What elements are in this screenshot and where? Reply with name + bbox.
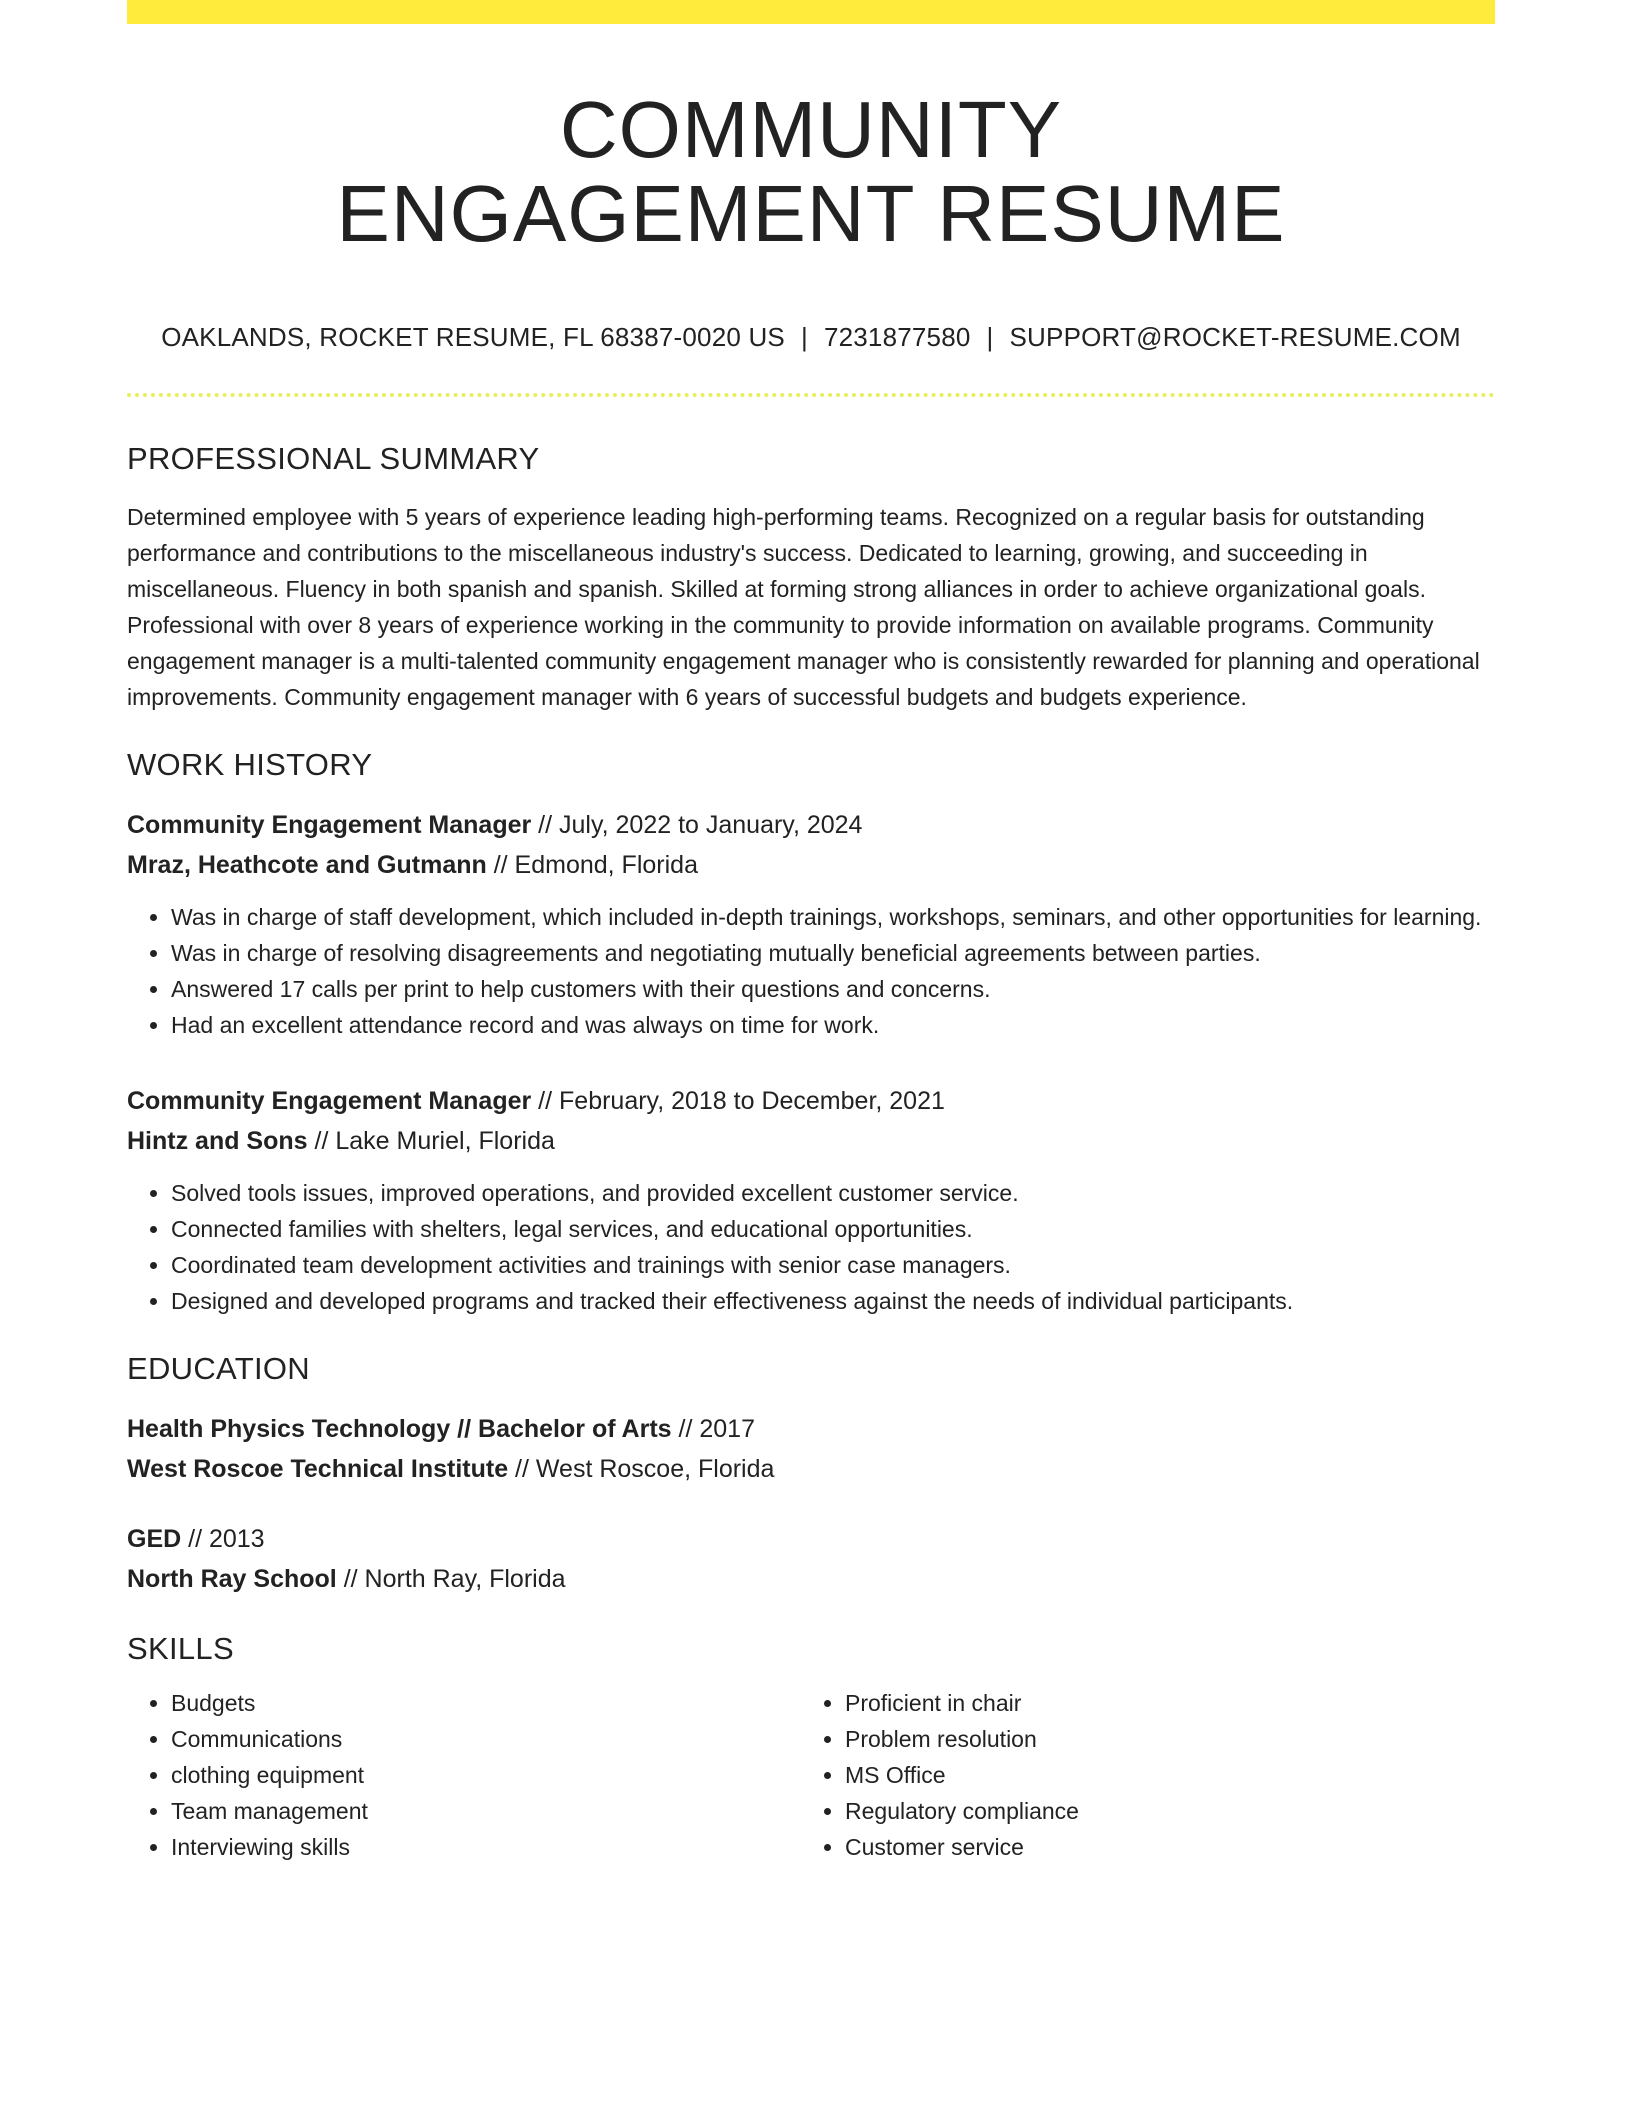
resume-page — [127, 0, 1495, 1865]
summary-section — [127, 439, 1495, 715]
skill-item: • Regulatory compliance — [845, 1793, 1475, 1829]
school: West Roscoe Technical Institute — [127, 1455, 509, 1483]
header-divider — [127, 393, 1495, 397]
summary-heading: PROFESSIONAL SUMMARY — [127, 441, 540, 476]
school-line — [127, 1449, 1495, 1489]
job-title-line — [127, 1081, 1495, 1121]
contact-separator: | — [986, 322, 994, 352]
contact-address: OAKLANDS, ROCKET RESUME, FL 68387-0020 US — [161, 322, 785, 352]
job-company: Mraz, Heathcote and Gutmann — [127, 851, 487, 879]
skill-item: • Proficient in chair — [845, 1685, 1475, 1721]
skill-item: • Interviewing skills — [171, 1829, 801, 1865]
degree-year: // 2017 — [671, 1415, 755, 1443]
skill-item: • Communications — [171, 1721, 801, 1757]
skill-item: • Budgets — [171, 1685, 801, 1721]
work-history-heading: WORK HISTORY — [127, 747, 373, 782]
job-location: // Lake Muriel, Florida — [307, 1127, 555, 1155]
accent-bar — [127, 0, 1495, 24]
job-company-line — [127, 845, 1495, 885]
job-bullet: • Coordinated team development activities and trainings with senior case managers. — [171, 1247, 1495, 1283]
degree-line — [127, 1519, 1495, 1559]
job-bullet: • Connected families with shelters, legal services, and educational opportunities. — [171, 1211, 1495, 1247]
contact-separator: | — [800, 322, 808, 352]
degree: Health Physics Technology // Bachelor of Arts — [127, 1415, 672, 1443]
job-entry — [127, 1081, 1495, 1319]
summary-text: Determined employee with 5 years of experience leading high-performing teams. Recognized on a regular basis for outstanding performance and contributions to the miscellaneous industry's success. Dedicated to learning, growing, and succeeding in miscellaneous. Fluency in both spanish and spanish. Skilled at forming strong alliances in order to achieve organizational goals. Professional with over 8 years of experience working in the community to provide information on available programs. Community engagement manager is a multi-talented community engagement manager who is consistently rewarded for planning and operational improvements. Community engagement manager with 6 years of successful budgets and budgets experience. — [127, 504, 1480, 710]
work-history-section — [127, 745, 1495, 1319]
job-company-line — [127, 1121, 1495, 1161]
job-bullet: • Solved tools issues, improved operations, and provided excellent customer service. — [171, 1175, 1495, 1211]
job-title: Community Engagement Manager — [127, 1087, 532, 1115]
school-line — [127, 1559, 1495, 1599]
contact-line — [127, 322, 1495, 353]
resume-title — [127, 85, 1495, 258]
job-bullets — [127, 1175, 1495, 1319]
degree-year: // 2013 — [181, 1525, 265, 1553]
job-title: Community Engagement Manager — [127, 811, 532, 839]
education-entry — [127, 1519, 1495, 1599]
contact-phone: 7231877580 — [823, 322, 971, 352]
skills-grid — [127, 1685, 1495, 1865]
job-entry — [127, 805, 1495, 1043]
job-bullets — [127, 899, 1495, 1043]
job-dates: // July, 2022 to January, 2024 — [531, 811, 863, 839]
school-location: // North Ray, Florida — [336, 1565, 566, 1593]
contact-email: SUPPORT@ROCKET-RESUME.COM — [1009, 322, 1461, 352]
job-bullet: • Was in charge of staff development, which included in-depth trainings, workshops, seminars, and other opportunities for learning. — [171, 899, 1495, 935]
degree-line — [127, 1409, 1495, 1449]
skill-item: • Customer service — [845, 1829, 1475, 1865]
skills-heading: SKILLS — [127, 1631, 234, 1666]
skill-item: • Team management — [171, 1793, 801, 1829]
job-company: Hintz and Sons — [127, 1127, 308, 1155]
title-line-2: ENGAGEMENT RESUME — [336, 169, 1286, 258]
skill-item: • clothing equipment — [171, 1757, 801, 1793]
skill-item: • MS Office — [845, 1757, 1475, 1793]
skill-item: • Problem resolution — [845, 1721, 1475, 1757]
skills-section — [127, 1629, 1495, 1865]
school-location: // West Roscoe, Florida — [508, 1455, 775, 1483]
school: North Ray School — [127, 1565, 337, 1593]
job-location: // Edmond, Florida — [486, 851, 698, 879]
title-line-1: COMMUNITY — [559, 85, 1063, 174]
degree: GED — [127, 1525, 182, 1553]
education-heading: EDUCATION — [127, 1351, 310, 1386]
job-bullet: • Designed and developed programs and tracked their effectiveness against the needs of individual participants. — [171, 1283, 1495, 1319]
education-section — [127, 1349, 1495, 1599]
skills-left-column — [127, 1685, 801, 1865]
job-bullet: • Answered 17 calls per print to help customers with their questions and concerns. — [171, 971, 1495, 1007]
job-dates: // February, 2018 to December, 2021 — [531, 1087, 945, 1115]
job-bullet: • Was in charge of resolving disagreements and negotiating mutually beneficial agreements between parties. — [171, 935, 1495, 971]
education-entry — [127, 1409, 1495, 1489]
job-bullet: • Had an excellent attendance record and was always on time for work. — [171, 1007, 1495, 1043]
job-title-line — [127, 805, 1495, 845]
skills-right-column — [801, 1685, 1475, 1865]
